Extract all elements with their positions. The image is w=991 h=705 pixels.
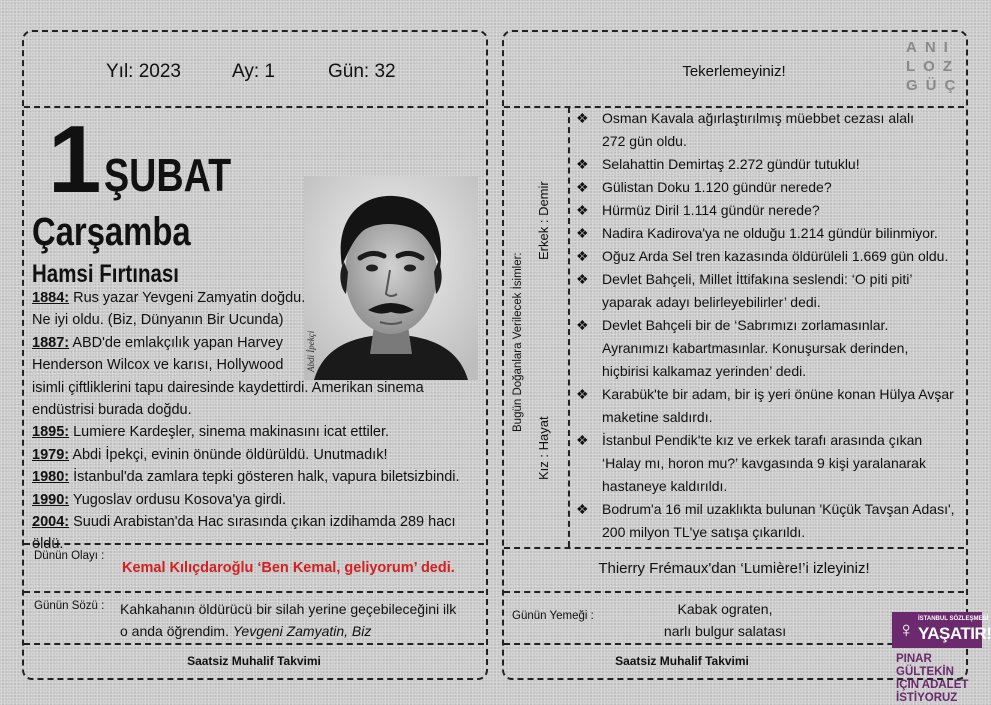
history-year: 1980: — [32, 469, 70, 486]
news-line: maketine saldırdı. — [602, 409, 713, 425]
quote-plain: o anda öğrendim. — [120, 623, 233, 639]
news-line: Osman Kavala ağırlaştırılmış müebbet cezası alalı — [602, 110, 915, 126]
history-row — [32, 309, 482, 331]
news-line: ‘Halay mı, horon mu?’ kavgasında 9 kişi yaralanarak — [602, 455, 926, 471]
male-name: Erkek : Demir — [536, 181, 551, 260]
news-item — [570, 383, 962, 429]
news-line: Karabük'te bir adam, bir iş yeri önüne konan Hülya Avşar — [602, 386, 954, 402]
calendar-name-left: Saatsiz Muhalif Takvimi — [187, 654, 321, 668]
right-rec-divider — [504, 591, 964, 593]
news-line: Nadira Kadirova'ya ne olduğu 1.214 gündür bilinmiyor. — [602, 225, 938, 241]
history-text: Rus yazar Yevgeni Zamyatin doğdu. — [69, 290, 306, 306]
logo-line: ANI — [906, 39, 956, 56]
news-item — [570, 498, 962, 544]
quote-line: Kahkahanın öldürücü bir silah yerine geçebileceğini ilk — [120, 601, 457, 617]
diamond-bullet-icon: ❖ — [576, 110, 589, 126]
news-line: 200 milyon TL'ye satışa çıkarıldı. — [602, 524, 806, 540]
news-line: Selahattin Demirtaş 2.272 gündür tutuklu! — [602, 156, 860, 172]
history-text: Suudi Arabistan'da Hac sırasında çıkan izdihamda 289 hacı öldü. — [32, 514, 456, 553]
history-text: Ne iyi oldu. (Biz, Dünyanın Bir Ucunda) — [32, 312, 284, 329]
news-list — [570, 107, 962, 544]
news-line: hiçbirisi kalkamaz yerinden’ dedi. — [602, 363, 807, 379]
history-row — [32, 444, 482, 466]
news-line: Devlet Bahçeli, Millet İttifakına seslendi: ‘O piti piti’ — [602, 271, 913, 287]
news-line: Oğuz Arda Sel tren kazasında öldürüleli 1.669 gün oldu. — [602, 248, 949, 264]
diamond-bullet-icon: ❖ — [576, 501, 589, 517]
history-text: Yugoslav ordusu Kosova'ya girdi. — [69, 491, 287, 508]
history-year: 2004: — [32, 514, 70, 531]
history-text: Henderson Wilcox ve karısı, Hollywood — [32, 357, 284, 374]
diamond-bullet-icon: ❖ — [576, 156, 589, 172]
history-row — [32, 332, 482, 354]
history-year: 1884: — [32, 290, 70, 306]
venus-icon: ♀ — [898, 617, 915, 642]
news-item — [570, 314, 962, 383]
history-year: 1895: — [32, 424, 70, 441]
history-year: 1990: — [32, 491, 70, 508]
quote-text — [120, 598, 480, 642]
month-name: ŞUBAT — [104, 149, 232, 201]
food-label: Günün Yemeği : — [512, 610, 594, 622]
news-line: İstanbul Pendik'te kız ve erkek tarafı arasında çıkan — [602, 432, 923, 448]
news-line: Devlet Bahçeli bir de ‘Sabrımızı zorlamasınlar. — [602, 317, 889, 333]
news-line: 272 gün oldu. — [602, 133, 687, 149]
news-item — [570, 222, 962, 245]
news-item — [570, 429, 962, 498]
history-text: endüstrisi burada doğdu. — [32, 402, 192, 419]
diamond-bullet-icon: ❖ — [576, 386, 589, 402]
recommendation: Thierry Frémaux'dan ‘Lumière!’i izleyiniz! — [598, 560, 870, 577]
news-item — [570, 107, 962, 153]
year-label: Yıl: 2023 — [106, 61, 181, 82]
campaign-line: İÇİN ADALET — [896, 679, 969, 691]
diamond-bullet-icon: ❖ — [576, 202, 589, 218]
day-number: 1 — [48, 106, 100, 213]
history-text: Lumiere Kardeşler, sinema makinasını icat ettiler. — [69, 424, 390, 441]
history-row — [32, 421, 482, 443]
campaign-line: PINAR GÜLTEKİN — [896, 653, 954, 678]
history-row — [32, 354, 482, 376]
special-day: Hamsi Fırtınası — [32, 260, 179, 288]
news-item — [570, 176, 962, 199]
female-name: Kız : Hayat — [536, 416, 551, 480]
food-text — [640, 598, 810, 642]
food-line: Kabak ograten, — [677, 601, 773, 617]
news-item — [570, 268, 962, 314]
news-line: Ayranımızı kabartmasınlar. Konuşursak derinden, — [602, 340, 909, 356]
names-title: Bugün Doğanlara Verilecek İsimler: — [512, 252, 524, 432]
event-text: Kemal Kılıçdaroğlu ‘Ben Kemal, geliyorum’ dedi. — [122, 560, 455, 576]
diamond-bullet-icon: ❖ — [576, 271, 589, 287]
history-text: Abdi İpekçi, evinin önünde öldürüldü. Unutmadık! — [69, 446, 388, 463]
left-quote-divider — [24, 643, 484, 645]
logo-line: LOZ — [906, 58, 960, 75]
news-line: Hürmüz Diril 1.114 gündür nerede? — [602, 202, 820, 218]
history-text: isimli çiftliklerini tapu dairesinde kaydettirdi. Amerikan sinema — [32, 379, 424, 396]
history-list — [32, 287, 482, 556]
history-row — [32, 377, 482, 399]
campaign-text — [896, 653, 984, 705]
brand-logo — [906, 38, 963, 95]
diamond-bullet-icon: ❖ — [576, 248, 589, 264]
history-text: ABD'de emlakçılık yapan Harvey — [69, 334, 284, 351]
news-item — [570, 199, 962, 222]
campaign-badge — [892, 612, 991, 648]
history-row — [32, 399, 482, 421]
history-row — [32, 489, 482, 511]
campaign-line: İSTİYORUZ — [896, 692, 958, 704]
history-row — [32, 466, 482, 488]
day-of-year-label: Gün: 32 — [328, 61, 396, 82]
diamond-bullet-icon: ❖ — [576, 432, 589, 448]
news-item — [570, 245, 962, 268]
news-item — [570, 153, 962, 176]
badge-main-text: YAŞATIR! — [918, 624, 991, 643]
quote-label: Günün Sözü : — [34, 600, 105, 612]
history-row — [32, 287, 482, 309]
news-line: Bodrum'a 16 mil uzaklıkta bulunan 'Küçük Tavşan Adası', — [602, 501, 955, 517]
event-label: Dünün Olayı : — [34, 550, 105, 562]
weekday: Çarşamba — [32, 210, 191, 254]
quote-line — [120, 620, 480, 642]
calendar-name-right: Saatsiz Muhalif Takvimi — [615, 654, 749, 668]
diamond-bullet-icon: ❖ — [576, 179, 589, 195]
photo-caption: Abdi İpekçi — [306, 330, 316, 372]
right-news-divider — [504, 547, 964, 549]
quote-author: Yevgeni Zamyatin, Biz — [232, 623, 372, 639]
food-line: narlı bulgur salatası — [663, 623, 787, 639]
left-event-divider — [24, 591, 484, 593]
month-label: Ay: 1 — [232, 61, 275, 82]
news-line: yaparak adayı belirleyebilirler’ dedi. — [602, 294, 821, 310]
history-year: 1979: — [32, 446, 70, 463]
diamond-bullet-icon: ❖ — [576, 317, 589, 333]
history-text: İstanbul'da zamlara tepki gösteren halk, vapura biletsizbindi. — [69, 469, 460, 486]
history-year: 1887: — [32, 334, 70, 351]
logo-line: GÜÇ — [906, 77, 964, 94]
badge-top-text: İSTANBUL SÖZLEŞMESİ — [918, 616, 989, 622]
news-line: hastaneye kaldırıldı. — [602, 478, 728, 494]
news-line: Gülistan Doku 1.120 gündür nerede? — [602, 179, 832, 195]
motto: Tekerlemeyiniz! — [682, 63, 786, 80]
diamond-bullet-icon: ❖ — [576, 225, 589, 241]
